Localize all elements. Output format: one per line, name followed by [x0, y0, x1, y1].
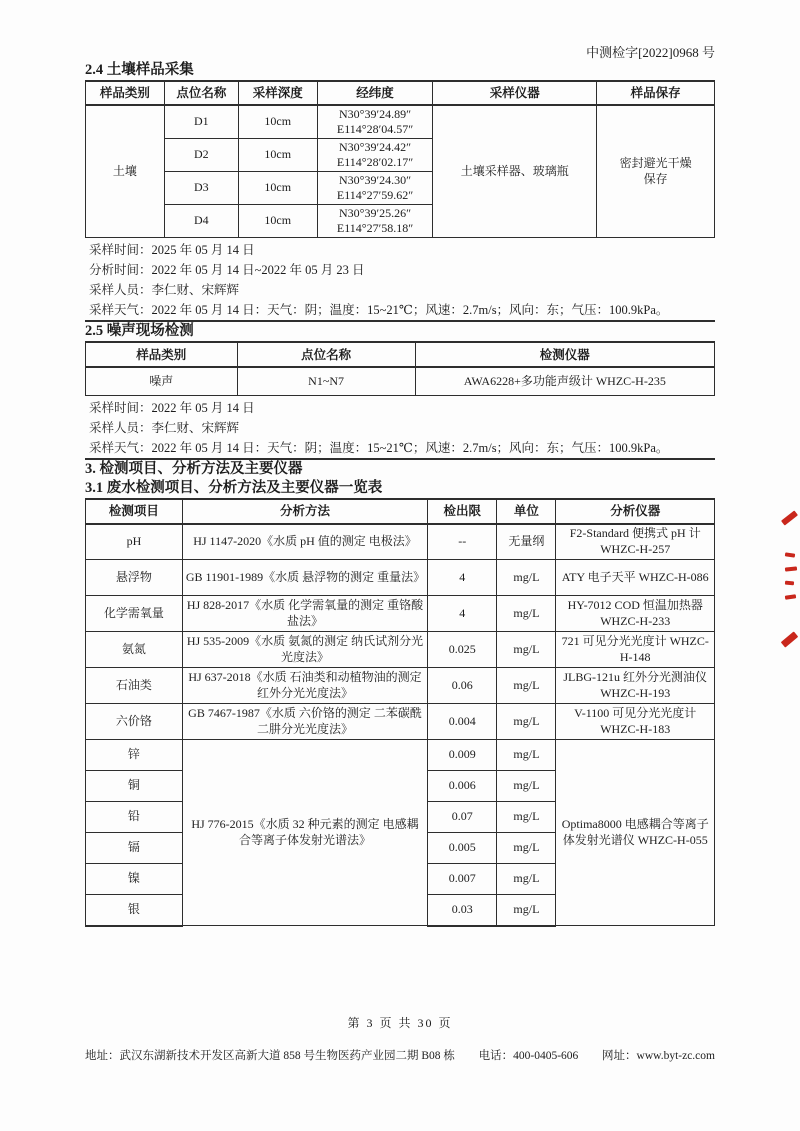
notes-line: 采样天气：2022 年 05 月 14 日：天气：阴；温度：15~21℃；风速：2.7m/s；风向：东；气压：100.9kPa。: [89, 440, 669, 455]
detection-limit-cell: 4: [428, 560, 497, 596]
doc-number: 中测检字[2022]0968 号: [586, 45, 715, 60]
unit-cell: 无量纲: [497, 524, 556, 560]
analysis-methods-table: [85, 498, 715, 927]
table-row: [86, 704, 715, 740]
footer-contact-line: [85, 1047, 715, 1063]
sample-depth-cell: 10cm: [238, 205, 317, 238]
coordinate-e: E114°27′59.62″: [336, 188, 414, 202]
method-cell: HJ 828-2017《水质 化学需氧量的测定 重铬酸盐法》: [182, 596, 427, 632]
table-header-cell: 单位: [497, 499, 556, 524]
unit-cell: mg/L: [497, 668, 556, 704]
table-row: [86, 632, 715, 668]
coordinate-n: N30°39′25.26″: [339, 206, 412, 220]
soil-sampling-table: [85, 80, 715, 238]
method-cell: HJ 637-2018《水质 石油类和动植物油的测定 红外分光光度法》: [182, 668, 427, 704]
table-header-cell: 检出限: [428, 499, 497, 524]
seal-stroke-icon: [785, 594, 796, 599]
test-item-cell: 锌: [86, 740, 183, 771]
table-row: [86, 105, 715, 139]
red-seal-fragment: [774, 507, 800, 649]
noise-table-notes: [85, 396, 715, 458]
sample-depth-cell: 10cm: [238, 139, 317, 172]
unit-cell: mg/L: [497, 833, 556, 864]
test-item-cell: 镉: [86, 833, 183, 864]
section-title-3: 3. 检测项目、分析方法及主要仪器: [85, 460, 303, 477]
test-item-cell: 悬浮物: [86, 560, 183, 596]
table-header-cell: 分析仪器: [556, 499, 715, 524]
unit-cell: mg/L: [497, 864, 556, 895]
coordinate-n: N30°39′24.30″: [339, 173, 412, 187]
seal-stroke-icon: [781, 510, 798, 525]
unit-cell: mg/L: [497, 560, 556, 596]
instrument-cell: JLBG-121u 红外分光测油仪 WHZC-H-193: [556, 668, 715, 704]
soil-table-notes: [85, 238, 715, 320]
detection-limit-cell: 0.006: [428, 771, 497, 802]
unit-cell: mg/L: [497, 802, 556, 833]
instrument-cell: 721 可见分光光度计 WHZC-H-148: [556, 632, 715, 668]
test-item-cell: 石油类: [86, 668, 183, 704]
test-item-cell: 镍: [86, 864, 183, 895]
table-row: [86, 367, 715, 395]
sample-point-cell: D3: [164, 172, 238, 205]
method-cell: HJ 1147-2020《水质 pH 值的测定 电极法》: [182, 524, 427, 560]
unit-cell: mg/L: [497, 895, 556, 926]
unit-cell: mg/L: [497, 771, 556, 802]
method-cell: GB 7467-1987《水质 六价铬的测定 二苯碳酰二肼分光光度法》: [182, 704, 427, 740]
table-row: [86, 740, 715, 771]
unit-cell: mg/L: [497, 632, 556, 668]
instrument-cell: V-1100 可见分光光度计 WHZC-H-183: [556, 704, 715, 740]
notes-line: 采样时间：2025 年 05 月 14 日: [89, 243, 255, 257]
section-title-3-1: 3.1 废水检测项目、分析方法及主要仪器一览表: [85, 479, 383, 496]
sample-point-cell: N1~N7: [237, 367, 415, 395]
test-item-cell: 铅: [86, 802, 183, 833]
table-row: [86, 668, 715, 704]
detection-limit-cell: 0.06: [428, 668, 497, 704]
test-item-cell: 铜: [86, 771, 183, 802]
table-header-cell: 样品类别: [86, 342, 238, 367]
sample-point-cell: D2: [164, 139, 238, 172]
section-title-2-5: 2.5 噪声现场检测: [85, 323, 194, 339]
sample-category-cell: 噪声: [86, 367, 238, 395]
coordinates-cell: [317, 205, 433, 238]
seal-stroke-icon: [785, 581, 794, 586]
table-header-cell: 点位名称: [237, 342, 415, 367]
test-item-cell: 化学需氧量: [86, 596, 183, 632]
sample-point-cell: D4: [164, 205, 238, 238]
sample-depth-cell: 10cm: [238, 105, 317, 139]
section-title-2-4: 2.4 土壤样品采集: [85, 62, 194, 78]
detection-limit-cell: 0.07: [428, 802, 497, 833]
instrument-cell: ATY 电子天平 WHZC-H-086: [556, 560, 715, 596]
detection-limit-cell: --: [428, 524, 497, 560]
sample-category-cell: 土壤: [86, 105, 165, 238]
table-header-cell: 样品保存: [597, 81, 715, 105]
detection-limit-cell: 0.004: [428, 704, 497, 740]
coordinate-e: E114°28′02.17″: [336, 155, 414, 169]
sample-point-cell: D1: [164, 105, 238, 139]
table-header-cell: 分析方法: [182, 499, 427, 524]
sample-depth-cell: 10cm: [238, 172, 317, 205]
preservation-text: 密封避光干燥保存: [619, 156, 692, 186]
test-item-cell: 六价铬: [86, 704, 183, 740]
table-header-cell: 点位名称: [164, 81, 238, 105]
unit-cell: mg/L: [497, 704, 556, 740]
noise-block: [85, 341, 715, 460]
detection-limit-cell: 0.03: [428, 895, 497, 926]
instrument-cell: HY-7012 COD 恒温加热器 WHZC-H-233: [556, 596, 715, 632]
noise-table: [85, 341, 715, 396]
coordinates-cell: [317, 105, 433, 139]
seal-stroke-icon: [785, 552, 795, 557]
soil-sampling-block: [85, 80, 715, 322]
test-item-cell: 氨氮: [86, 632, 183, 668]
unit-cell: mg/L: [497, 596, 556, 632]
table-header-cell: 检测项目: [86, 499, 183, 524]
detection-limit-cell: 0.007: [428, 864, 497, 895]
page-number: 第 3 页 共 30 页: [347, 1016, 453, 1030]
unit-cell: mg/L: [497, 740, 556, 771]
notes-line: 分析时间：2022 年 05 月 14 日~2022 年 05 月 23 日: [89, 263, 365, 277]
coordinate-n: N30°39′24.42″: [339, 140, 412, 154]
detection-limit-cell: 0.025: [428, 632, 497, 668]
sampling-instrument-cell: 土壤采样器、玻璃瓶: [433, 105, 597, 238]
preservation-cell: [597, 105, 715, 238]
notes-line: 采样人员：李仁财、宋辉辉: [89, 283, 240, 297]
table-header-cell: 采样仪器: [433, 81, 597, 105]
notes-line: 采样人员：李仁财、宋辉辉: [89, 420, 240, 435]
seal-stroke-icon: [785, 566, 797, 571]
coordinate-n: N30°39′24.89″: [339, 107, 412, 121]
coordinates-cell: [317, 172, 433, 205]
footer-phone: 电话：400-0405-606: [478, 1050, 579, 1062]
seal-stroke-icon: [781, 631, 799, 647]
coordinate-e: E114°27′58.18″: [336, 221, 414, 235]
page-content: [85, 0, 715, 927]
method-cell: GB 11901-1989《水质 悬浮物的测定 重量法》: [182, 560, 427, 596]
table-row: [86, 596, 715, 632]
table-row: [86, 524, 715, 560]
table-header-cell: 采样深度: [238, 81, 317, 105]
table-header-cell: 检测仪器: [415, 342, 714, 367]
table-header-cell: 经纬度: [317, 81, 433, 105]
detection-limit-cell: 0.009: [428, 740, 497, 771]
detection-limit-cell: 4: [428, 596, 497, 632]
footer-address: 地址：武汉东湖新技术开发区高新大道 858 号生物医药产业园二期 B08 栋: [85, 1050, 455, 1062]
detection-limit-cell: 0.005: [428, 833, 497, 864]
detection-instrument-cell: AWA6228+多功能声级计 WHZC-H-235: [415, 367, 714, 395]
method-cell: HJ 776-2015《水质 32 种元素的测定 电感耦合等离子体发射光谱法》: [182, 740, 427, 926]
table-header-cell: 样品类别: [86, 81, 165, 105]
coordinates-cell: [317, 139, 433, 172]
test-item-cell: pH: [86, 524, 183, 560]
method-cell: HJ 535-2009《水质 氨氮的测定 纳氏试剂分光光度法》: [182, 632, 427, 668]
table-row: [86, 560, 715, 596]
footer-website: 网址：www.byt-zc.com: [602, 1050, 715, 1062]
instrument-cell: F2-Standard 便携式 pH 计 WHZC-H-257: [556, 524, 715, 560]
notes-line: 采样天气：2022 年 05 月 14 日：天气：阴；温度：15~21℃；风速：2.7m/s；风向：东；气压：100.9kPa。: [89, 303, 669, 317]
notes-line: 采样时间：2022 年 05 月 14 日: [89, 400, 255, 415]
instrument-cell: Optima8000 电感耦合等离子体发射光谱仪 WHZC-H-055: [556, 740, 715, 926]
test-item-cell: 银: [86, 895, 183, 926]
coordinate-e: E114°28′04.57″: [336, 122, 414, 136]
